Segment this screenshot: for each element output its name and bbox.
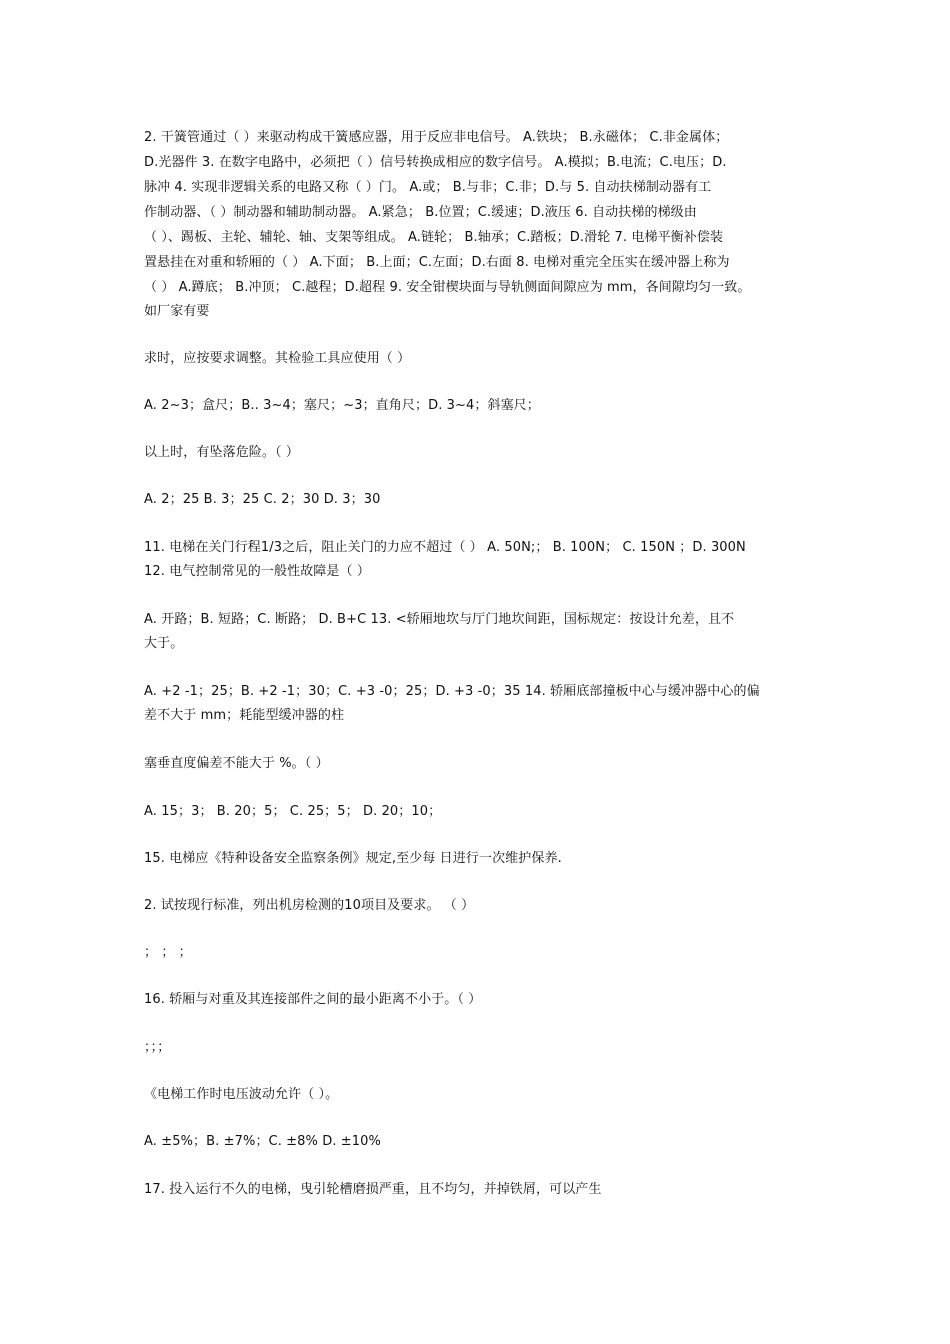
text-line: 大于。 xyxy=(144,636,184,651)
text-line: 差不大于 mm；耗能型缓冲器的柱 xyxy=(144,708,345,723)
text-line: （ ）、踢板、主轮、辅轮、轴、支架等组成。 A.链轮； B.轴承；C.踏板；D.滑轮 7. 电梯平衡补偿装 xyxy=(144,230,724,245)
text-line: 求时，应按要求调整。其检验工具应使用（ ） xyxy=(144,351,411,366)
text-line: 2. 试按现行标准，列出机房检测的10项目及要求。 （ ） xyxy=(144,898,475,913)
text-line: D.光器件 3. 在数字电路中，必须把（ ）信号转换成相应的数字信号。 A.模拟；B.电流；C.电压；D. xyxy=(144,155,727,170)
text-line: A. 2；25 B. 3；25 C. 2；30 D. 3；30 xyxy=(144,492,381,507)
text-line: 脉冲 4. 实现非逻辑关系的电路又称（ ）门。 A.或； B.与非；C.非；D.与 5. 自动扶梯制动器有工 xyxy=(144,180,712,195)
text-line: 如厂家有要 xyxy=(144,304,210,319)
text-line: 17. 投入运行不久的电梯，曳引轮槽磨损严重，且不均匀，并掉铁屑，可以产生 xyxy=(144,1182,602,1197)
text-line: 2. 干簧管通过（ ）来驱动构成干簧感应器，用于反应非电信号。 A.铁块； B.永磁体； C.非金属体； xyxy=(144,130,729,145)
text-line: ；；； xyxy=(144,1040,171,1055)
text-line: 《电梯工作时电压波动允许（ ）。 xyxy=(144,1087,339,1102)
text-line: A. ±5%；B. ±7%；C. ±8% D. ±10% xyxy=(144,1134,381,1149)
text-line: 11. 电梯在关门行程1/3之后，阻止关门的力应不超过（ ） A. 50N;； B. 100N； C. 150N ；D. 300N xyxy=(144,540,746,555)
text-line: A. +2 -1；25；B. +2 -1；30；C. +3 -0；25；D. +3 -0；35 14. 轿厢底部撞板中心与缓冲器中心的偏 xyxy=(144,684,760,699)
text-line: 15. 电梯应《特种设备安全监察条例》规定,至少每 日进行一次维护保养. xyxy=(144,851,562,866)
text-line: 12. 电气控制常见的一般性故障是（ ） xyxy=(144,564,370,579)
text-line: A. 15；3； B. 20；5； C. 25；5； D. 20；10； xyxy=(144,804,442,819)
text-line: 以上时，有坠落危险。（ ） xyxy=(144,445,299,460)
text-line: A. 开路；B. 短路；C. 断路； D. B+C 13. <轿厢地坎与厅门地坎间距，国标规定：按设计允差，且不 xyxy=(144,612,735,627)
text-line: A. 2~3；盒尺；B.. 3~4；塞尺；~3；直角尺；D. 3~4；斜塞尺； xyxy=(144,398,540,413)
text-line: （ ） A.蹲底； B.冲顶； C.越程；D.超程 9. 安全钳楔块面与导轨侧面间隙应为 mm，各间隙均匀一致。 xyxy=(144,280,751,295)
text-line: 16. 轿厢与对重及其连接部件之间的最小距离不小于。（ ） xyxy=(144,992,482,1007)
text-line: 塞垂直度偏差不能大于 %。（ ） xyxy=(144,756,329,771)
text-line: 置悬挂在对重和轿厢的（ ） A.下面； B.上面；C.左面；D.右面 8. 电梯对重完全压实在缓冲器上称为 xyxy=(144,255,730,270)
text-line: 作制动器、（ ）制动器和辅助制动器。 A.紧急； B.位置；C.缓速；D.液压 6. 自动扶梯的梯级由 xyxy=(144,205,697,220)
text-line: ； ； ； xyxy=(144,945,192,960)
